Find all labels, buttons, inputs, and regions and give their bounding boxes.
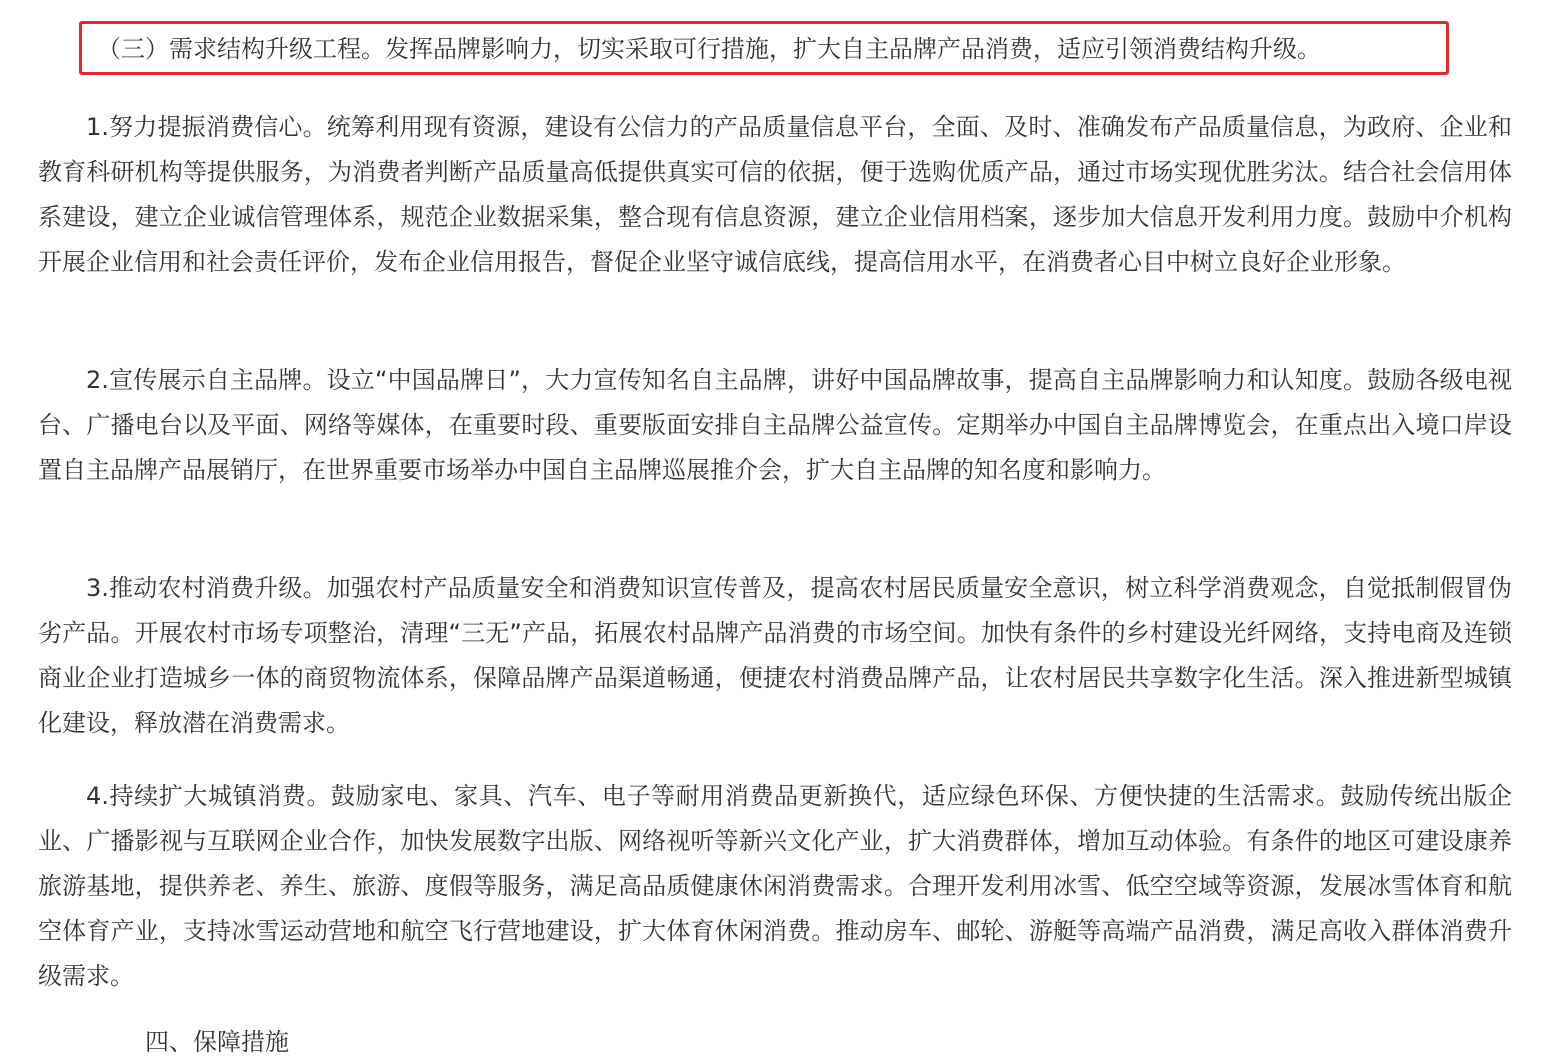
paragraph-2: 2.宣传展示自主品牌。设立“中国品牌日”，大力宣传知名自主品牌，讲好中国品牌故事，提高自主品牌影响力和认知度。鼓励各级电视台、广播电台以及平面、网络等媒体，在重要时段、重要版面安排自主品牌公益宣传。定期举办中国自主品牌博览会，在重点出入境口岸设置自主品牌产品展销厅，在世界重要市场举办中国自主品牌巡展推介会，扩大自主品牌的知名度和影响力。 <box>38 366 1512 484</box>
next-section-heading-cutoff: 四、保障措施 <box>145 1028 289 1056</box>
paragraph-3: 3.推动农村消费升级。加强农村产品质量安全和消费知识宣传普及，提高农村居民质量安全意识，树立科学消费观念，自觉抵制假冒伪劣产品。开展农村市场专项整治，清理“三无”产品，拓展农村品牌产品消费的市场空间。加快有条件的乡村建设光纤网络，支持电商及连锁商业企业打造城乡一体的商贸物流体系，保障品牌产品渠道畅通，便捷农村消费品牌产品，让农村居民共享数字化生活。深入推进新型城镇化建设，释放潜在消费需求。 <box>38 574 1512 737</box>
paragraph-4: 4.持续扩大城镇消费。鼓励家电、家具、汽车、电子等耐用消费品更新换代，适应绿色环保、方便快捷的生活需求。鼓励传统出版企业、广播影视与互联网企业合作，加快发展数字出版、网络视听等新兴文化产业，扩大消费群体，增加互动体验。有条件的地区可建设康养旅游基地，提供养老、养生、旅游、度假等服务，满足高品质健康休闲消费需求。合理开发利用冰雪、低空空域等资源，发展冰雪体育和航空体育产业，支持冰雪运动营地和航空飞行营地建设，扩大体育休闲消费。推动房车、邮轮、游艇等高端产品消费，满足高收入群体消费升级需求。 <box>38 782 1512 990</box>
paragraph-1: 1.努力提振消费信心。统筹利用现有资源，建设有公信力的产品质量信息平台，全面、及时、准确发布产品质量信息，为政府、企业和教育科研机构等提供服务，为消费者判断产品质量高低提供真实可信的依据，便于选购优质产品，通过市场实现优胜劣汰。结合社会信用体系建设，建立企业诚信管理体系，规范企业数据采集，整合现有信息资源，建立企业信用档案，逐步加大信息开发利用力度。鼓励中介机构开展企业信用和社会责任评价，发布企业信用报告，督促企业坚守诚信底线，提高信用水平，在消费者心目中树立良好企业形象。 <box>38 113 1512 276</box>
section-heading: （三）需求结构升级工程。发挥品牌影响力，切实采取可行措施，扩大自主品牌产品消费，适应引领消费结构升级。 <box>97 35 1321 63</box>
